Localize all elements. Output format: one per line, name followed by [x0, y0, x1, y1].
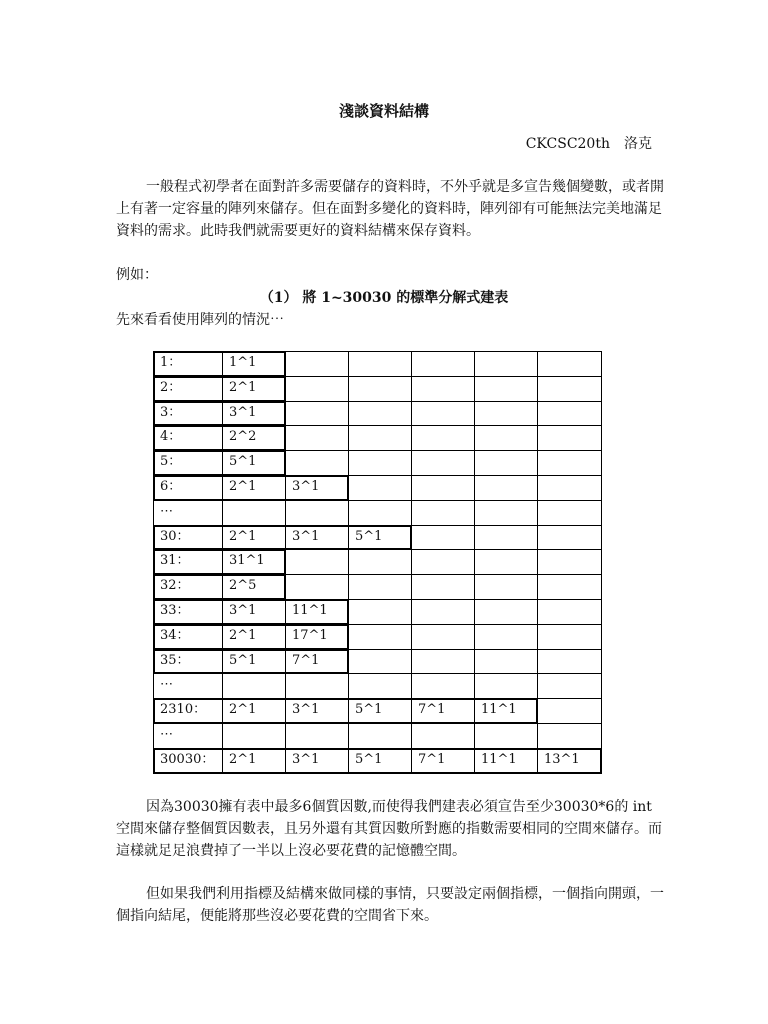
- table-row-label: 3：: [153, 401, 223, 427]
- table-cell-factor: 3^1: [222, 401, 286, 427]
- table-cell-empty: [285, 450, 349, 476]
- table-cell-empty: [411, 574, 475, 600]
- space-analysis-paragraph: 因為30030擁有表中最多6個質因數,而使得我們建表必須宣告至少30030*6的 int 空間來儲存整個質因數表，且另外還有其質因數所對應的指數需要相同的空間來儲存。而這樣就足足浪費掉了一半以上沒必要花費的記憶體空間。: [116, 799, 662, 859]
- table-row-label: 2：: [153, 376, 223, 402]
- table-cell-empty: [474, 475, 538, 501]
- table-cell-empty: [537, 574, 602, 600]
- table-cell-empty: [348, 351, 412, 377]
- table-cell-factor: 2^1: [222, 525, 286, 551]
- table-cell-empty: [537, 425, 602, 451]
- table-cell-empty: [411, 673, 475, 699]
- table-cell-empty: [285, 401, 349, 427]
- table-cell-factor: 31^1: [222, 549, 286, 575]
- table-row-label: 33：: [153, 599, 223, 625]
- table-cell-empty: [348, 549, 412, 575]
- table-cell-empty: [537, 673, 602, 699]
- table-cell-factor: 11^1: [474, 698, 538, 724]
- table-cell-empty: [411, 649, 475, 675]
- table-row-label: 31：: [153, 549, 223, 575]
- table-cell-empty: [348, 649, 412, 675]
- table-cell-empty: [474, 376, 538, 402]
- table-cell-factor: 2^2: [222, 425, 286, 451]
- table-cell-factor: 7^1: [411, 698, 475, 724]
- table-cell-empty: [537, 698, 602, 724]
- array-intro-text: 先來看看使用陣列的情況⋯: [116, 312, 284, 328]
- table-cell-empty: [411, 425, 475, 451]
- table-cell-empty: [411, 401, 475, 427]
- table-row-label: 30030：: [153, 748, 223, 774]
- table-cell-empty: [348, 723, 412, 749]
- table-cell-factor: 5^1: [222, 649, 286, 675]
- table-cell-empty: [411, 475, 475, 501]
- table-row-label: 5：: [153, 450, 223, 476]
- table-cell-empty: [537, 475, 602, 501]
- table-cell-empty: [285, 425, 349, 451]
- factorization-table: [153, 351, 601, 773]
- table-cell-empty: [474, 673, 538, 699]
- table-cell-empty: [474, 401, 538, 427]
- table-row-label: 4：: [153, 425, 223, 451]
- table-cell-empty: [537, 376, 602, 402]
- table-cell-empty: [537, 723, 602, 749]
- table-cell-empty: [537, 401, 602, 427]
- pointer-idea-paragraph: 但如果我們利用指標及結構來做同樣的事情，只要設定兩個指標，一個指向開頭，一個指向結尾，便能將那些沒必要花費的空間省下來。: [116, 886, 664, 924]
- table-cell-factor: 5^1: [348, 698, 412, 724]
- table-cell-empty: [537, 450, 602, 476]
- table-cell-empty: [411, 723, 475, 749]
- document-title: 淺談資料結構: [338, 102, 429, 120]
- table-cell-empty: [537, 525, 602, 551]
- table-cell-empty: [348, 574, 412, 600]
- table-cell-empty: [285, 376, 349, 402]
- table-cell-factor: 1^1: [222, 351, 286, 377]
- table-cell-empty: [348, 376, 412, 402]
- table-row-label: ⋯: [153, 673, 223, 699]
- table-cell-factor: 17^1: [285, 624, 349, 650]
- table-row-label: 6：: [153, 475, 223, 501]
- table-cell-empty: [474, 574, 538, 600]
- table-cell-factor: 3^1: [285, 475, 349, 501]
- table-row-label: 35：: [153, 649, 223, 675]
- table-cell-empty: [285, 351, 349, 377]
- table-cell-empty: [537, 351, 602, 377]
- table-row-label: 2310：: [153, 698, 223, 724]
- table-row-label: ⋯: [153, 723, 223, 749]
- table-cell-factor: 11^1: [474, 748, 538, 774]
- table-cell-factor: 2^1: [222, 475, 286, 501]
- table-cell-empty: [537, 549, 602, 575]
- table-cell-empty: [285, 723, 349, 749]
- table-cell-empty: [285, 574, 349, 600]
- table-cell-factor: 3^1: [285, 525, 349, 551]
- table-cell-factor: 3^1: [285, 748, 349, 774]
- table-row-label: 1：: [153, 351, 223, 377]
- table-cell-empty: [222, 500, 286, 526]
- table-cell-empty: [537, 500, 602, 526]
- table-cell-empty: [411, 599, 475, 625]
- table-row-label: 30：: [153, 525, 223, 551]
- table-cell-empty: [474, 599, 538, 625]
- table-row-label: 34：: [153, 624, 223, 650]
- table-cell-factor: 5^1: [222, 450, 286, 476]
- table-cell-empty: [348, 450, 412, 476]
- table-cell-empty: [348, 425, 412, 451]
- table-cell-empty: [285, 549, 349, 575]
- table-cell-empty: [411, 525, 475, 551]
- table-cell-factor: 2^5: [222, 574, 286, 600]
- table-cell-empty: [285, 673, 349, 699]
- table-cell-empty: [411, 351, 475, 377]
- table-cell-empty: [474, 723, 538, 749]
- table-cell-empty: [411, 500, 475, 526]
- table-cell-factor: 5^1: [348, 525, 412, 551]
- table-cell-empty: [474, 450, 538, 476]
- table-cell-empty: [348, 500, 412, 526]
- table-cell-empty: [222, 673, 286, 699]
- table-cell-empty: [411, 549, 475, 575]
- table-cell-empty: [348, 624, 412, 650]
- table-cell-factor: 2^1: [222, 376, 286, 402]
- table-cell-empty: [348, 673, 412, 699]
- table-cell-factor: 2^1: [222, 624, 286, 650]
- table-cell-empty: [222, 723, 286, 749]
- intro-paragraph: 一般程式初學者在面對許多需要儲存的資料時，不外乎就是多宣告幾個變數，或者開上有著一定容量的陣列來儲存。但在面對多變化的資料時，陣列卻有可能無法完美地滿足資料的需求。此時我們就需要更好的資料結構來保存資料。: [116, 179, 664, 239]
- table-cell-factor: 2^1: [222, 748, 286, 774]
- table-cell-factor: 13^1: [537, 748, 602, 774]
- table-cell-empty: [348, 475, 412, 501]
- table-cell-factor: 3^1: [222, 599, 286, 625]
- section-subtitle: （1） 將 1~30030 的標準分解式建表: [259, 290, 509, 306]
- table-cell-factor: 3^1: [285, 698, 349, 724]
- table-cell-empty: [411, 624, 475, 650]
- table-cell-factor: 7^1: [411, 748, 475, 774]
- table-cell-empty: [411, 450, 475, 476]
- table-cell-empty: [537, 649, 602, 675]
- table-cell-factor: 2^1: [222, 698, 286, 724]
- table-cell-factor: 5^1: [348, 748, 412, 774]
- table-row-label: 32：: [153, 574, 223, 600]
- table-cell-empty: [537, 599, 602, 625]
- author-line: CKCSC20th 洛克: [525, 136, 652, 152]
- table-cell-empty: [474, 425, 538, 451]
- table-row-label: ⋯: [153, 500, 223, 526]
- table-cell-factor: 11^1: [285, 599, 349, 625]
- table-cell-empty: [474, 549, 538, 575]
- table-cell-factor: 7^1: [285, 649, 349, 675]
- table-cell-empty: [474, 500, 538, 526]
- table-cell-empty: [348, 401, 412, 427]
- table-cell-empty: [348, 599, 412, 625]
- table-cell-empty: [474, 351, 538, 377]
- table-cell-empty: [474, 624, 538, 650]
- table-cell-empty: [411, 376, 475, 402]
- table-cell-empty: [285, 500, 349, 526]
- table-cell-empty: [537, 624, 602, 650]
- example-label: 例如：: [116, 267, 158, 283]
- table-cell-empty: [474, 649, 538, 675]
- table-cell-empty: [474, 525, 538, 551]
